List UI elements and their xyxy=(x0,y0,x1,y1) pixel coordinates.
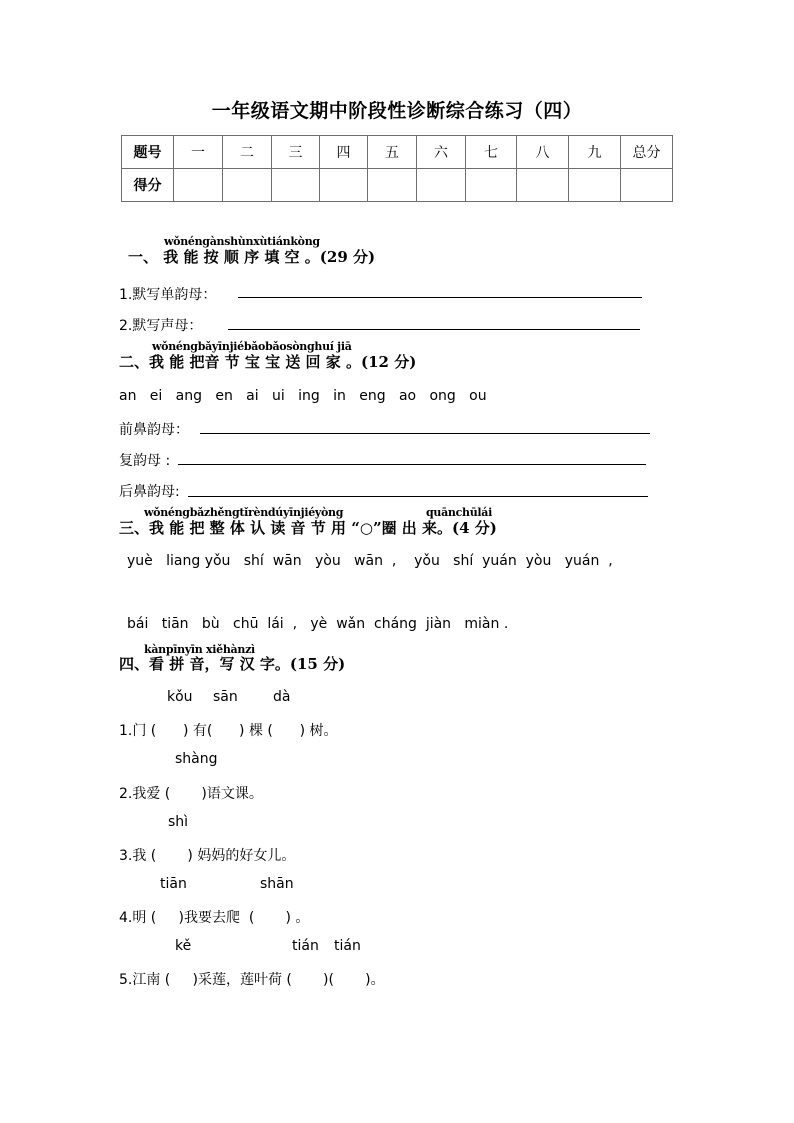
q1-pinyin: dà xyxy=(273,689,291,705)
q5-sentence[interactable]: 5.江南 ( )采莲，莲叶荷 ( )( )。 xyxy=(119,972,385,988)
column-header: 三 xyxy=(272,136,320,169)
q4-pinyin: shān xyxy=(260,876,294,892)
column-header: 八 xyxy=(517,136,569,169)
column-header: 五 xyxy=(368,136,417,169)
score-cell[interactable] xyxy=(417,169,466,202)
section2-item-label: 前鼻韵母： xyxy=(119,422,189,438)
section2-heading: 二、我 能 把音 节 宝 宝 送 回 家 。(12 分) xyxy=(119,353,417,371)
q1-pinyin: sān xyxy=(213,689,238,705)
section4-heading: 四、看 拼 音，写 汉 字。(15 分) xyxy=(119,655,346,673)
q2-sentence[interactable]: 2.我爱 ( )语文课。 xyxy=(119,786,263,802)
score-table-header-row xyxy=(122,136,673,169)
section1-item-label: 2.默写声母： xyxy=(119,318,203,334)
score-cell[interactable] xyxy=(320,169,368,202)
section1-answer-line-1[interactable] xyxy=(238,297,642,298)
q2-pinyin: shàng xyxy=(175,751,218,767)
q1-pinyin: kǒu xyxy=(167,689,193,705)
score-table xyxy=(121,135,673,202)
q5-pinyin: tián xyxy=(334,938,361,954)
compound-final-answer-line[interactable] xyxy=(178,464,646,465)
section3-pinyin-right: quānchūlái xyxy=(426,506,492,519)
score-cell[interactable] xyxy=(621,169,673,202)
back-nasal-answer-line[interactable] xyxy=(188,496,648,497)
q4-sentence[interactable]: 4.明 ( )我要去爬 ( ) 。 xyxy=(119,910,310,926)
header-label-cell: 题号 xyxy=(122,136,174,169)
section4-pinyin: kànpīnyīn xiěhànzì xyxy=(144,643,255,656)
pinyin-passage-line-1: yuè liang yǒu shí wān yòu wān , yǒu shí yuán yòu yuán , xyxy=(127,553,613,569)
finals-list: an ei ang en ai ui ing in eng ao ong ou xyxy=(119,388,487,404)
column-header: 一 xyxy=(174,136,223,169)
section2-item-label: 后鼻韵母: xyxy=(119,484,180,500)
section1-item-label: 1.默写单韵母： xyxy=(119,287,217,303)
page-title: 一年级语文期中阶段性诊断综合练习（四） xyxy=(211,100,583,122)
score-cell[interactable] xyxy=(174,169,223,202)
section2-pinyin: wǒnéngbǎyīnjiébǎobǎosònghuí jiā xyxy=(152,340,352,353)
score-cell[interactable] xyxy=(223,169,272,202)
section2-item-label: 复韵母 : xyxy=(119,453,171,469)
q5-pinyin: kě xyxy=(175,938,192,954)
q1-sentence[interactable]: 1.门 ( ) 有( ) 棵 ( ) 树。 xyxy=(119,723,338,739)
section3-heading: 三、我 能 把 整 体 认 读 音 节 用 “○”圈 出 来。(4 分) xyxy=(119,519,497,537)
q3-sentence[interactable]: 3.我 ( ) 妈妈的好女儿。 xyxy=(119,848,296,864)
section3-pinyin-left: wǒnéngbǎzhěngtǐrèndúyīnjiéyòng xyxy=(144,506,344,519)
q3-pinyin: shì xyxy=(168,814,189,830)
score-table-score-row xyxy=(122,169,673,202)
column-header: 总分 xyxy=(621,136,673,169)
score-cell[interactable] xyxy=(517,169,569,202)
column-header: 九 xyxy=(569,136,621,169)
front-nasal-answer-line[interactable] xyxy=(200,433,650,434)
score-cell[interactable] xyxy=(272,169,320,202)
section1-heading: 一、 我 能 按 顺 序 填 空 。(29 分) xyxy=(128,248,376,266)
column-header: 七 xyxy=(466,136,517,169)
score-cell[interactable] xyxy=(368,169,417,202)
section1-answer-line-2[interactable] xyxy=(228,329,640,330)
column-header: 六 xyxy=(417,136,466,169)
score-cell[interactable] xyxy=(569,169,621,202)
column-header: 四 xyxy=(320,136,368,169)
section1-pinyin: wǒnéngànshùnxùtiánkòng xyxy=(164,235,320,248)
pinyin-passage-line-2: bái tiān bù chū lái , yè wǎn cháng jiàn miàn . xyxy=(127,616,509,632)
score-cell[interactable] xyxy=(466,169,517,202)
column-header: 二 xyxy=(223,136,272,169)
q4-pinyin: tiān xyxy=(160,876,187,892)
q5-pinyin: tián xyxy=(292,938,319,954)
row-label-cell: 得分 xyxy=(122,169,174,202)
